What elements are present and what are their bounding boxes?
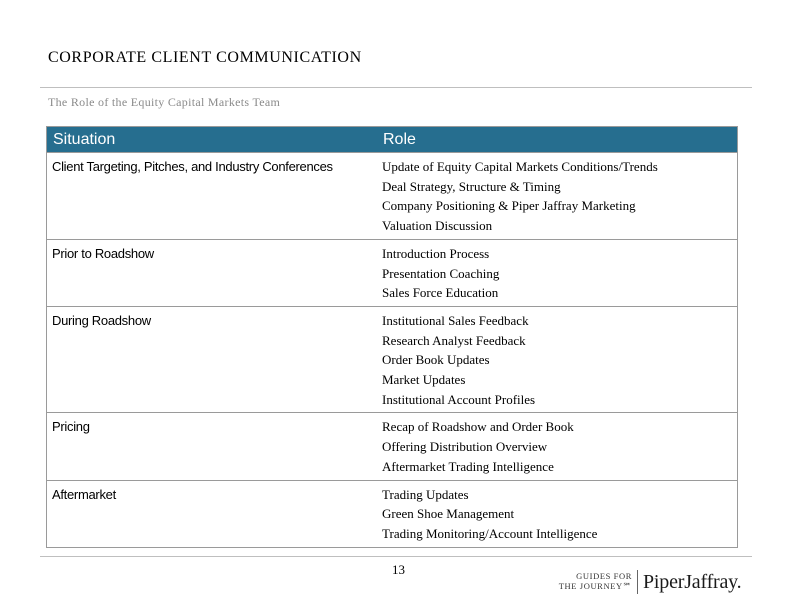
column-header-situation: Situation bbox=[47, 127, 378, 153]
table-row bbox=[47, 239, 738, 306]
table-row bbox=[47, 413, 738, 480]
page-number: 13 bbox=[392, 562, 405, 577]
role-cell bbox=[377, 480, 738, 547]
situation-cell: Prior to Roadshow bbox=[47, 239, 378, 306]
role-item: Research Analyst Feedback bbox=[382, 332, 526, 348]
page-title: CORPORATE CLIENT COMMUNICATION bbox=[48, 49, 362, 66]
table-row bbox=[47, 153, 738, 240]
role-item: Valuation Discussion bbox=[382, 218, 493, 234]
role-item: Trading Updates bbox=[382, 486, 469, 502]
role-cell bbox=[377, 153, 738, 240]
table-row bbox=[47, 480, 738, 547]
role-cell bbox=[377, 413, 738, 480]
table-header-row bbox=[47, 127, 738, 153]
role-item: Update of Equity Capital Markets Conditions/Trends bbox=[382, 159, 658, 174]
brand-tagline bbox=[556, 571, 632, 591]
situation-role-table bbox=[46, 126, 738, 548]
tagline-line: THE JOURNEY℠ bbox=[558, 581, 632, 591]
role-item: Offering Distribution Overview bbox=[382, 439, 548, 455]
role-item: Introduction Process bbox=[382, 245, 490, 261]
role-item: Market Updates bbox=[382, 372, 466, 388]
situation-cell: During Roadshow bbox=[47, 306, 378, 413]
page-subtitle: The Role of the Equity Capital Markets Team bbox=[48, 95, 281, 109]
role-item: Order Book Updates bbox=[382, 352, 490, 368]
situation-cell: Pricing bbox=[47, 413, 378, 480]
role-cell bbox=[377, 306, 738, 413]
table-row bbox=[47, 306, 738, 413]
tagline-line: GUIDES FOR bbox=[576, 571, 632, 581]
role-item: Aftermarket Trading Intelligence bbox=[382, 458, 554, 474]
role-item: Trading Monitoring/Account Intelligence bbox=[382, 525, 598, 541]
role-item: Company Positioning & Piper Jaffray Marketing bbox=[382, 198, 636, 214]
role-item: Institutional Sales Feedback bbox=[382, 312, 529, 328]
company-logo: PiperJaffray. bbox=[643, 571, 742, 593]
column-header-role: Role bbox=[377, 127, 738, 153]
brand-divider bbox=[637, 570, 638, 594]
situation-cell: Aftermarket bbox=[47, 480, 378, 547]
role-item: Sales Force Education bbox=[382, 285, 499, 301]
role-item: Presentation Coaching bbox=[382, 265, 500, 281]
role-cell bbox=[377, 239, 738, 306]
role-item: Green Shoe Management bbox=[382, 506, 515, 522]
role-item: Recap of Roadshow and Order Book bbox=[382, 419, 574, 435]
footer-divider bbox=[40, 556, 752, 557]
situation-cell: Client Targeting, Pitches, and Industry Conferences bbox=[47, 153, 378, 240]
role-item: Deal Strategy, Structure & Timing bbox=[382, 178, 561, 194]
title-divider bbox=[40, 87, 752, 88]
role-item: Institutional Account Profiles bbox=[382, 391, 536, 407]
